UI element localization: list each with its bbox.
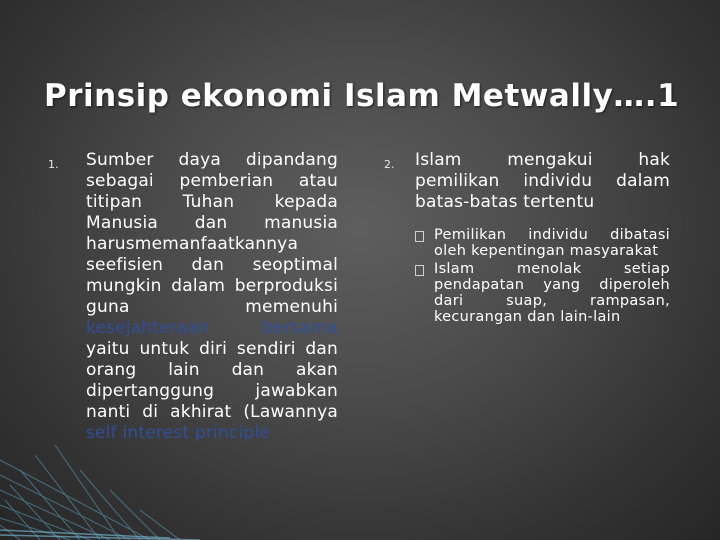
left-text-part-2: yaitu untuk diri sendiri dan orang lain dan akan dipertanggung jawabkan nanti di akhirat (Lawannya — [86, 339, 338, 422]
highlight-self-interest: self interest principle — [86, 423, 270, 443]
sub-list — [415, 227, 670, 325]
list-item — [415, 261, 670, 325]
highlight-kesejahteraan: kesejahteraan bersama — [86, 318, 338, 338]
slide-title: Prinsip ekonomi Islam Metwally….1 — [44, 78, 680, 114]
square-bullet-icon — [415, 265, 424, 276]
decorative-lines — [0, 430, 220, 540]
sub-item-text: Islam menolak setiap pendapatan yang diperoleh dari suap, rampasan, kecurangan dan lain-lain — [434, 261, 670, 325]
left-paragraph — [86, 150, 338, 444]
list-item — [415, 227, 670, 259]
left-text-part-1: Sumber daya dipandang sebagai pemberian atau titipan Tuhan kepada Manusia dan manusia harusmemanfaatkannya seefisien dan seoptimal mungkin dalam berproduksi guna memenuhi — [86, 150, 338, 317]
right-paragraph: Islam mengakui hak pemilikan individu dalam batas-batas tertentu — [415, 150, 670, 212]
right-column — [415, 150, 670, 327]
left-item-number: 1. — [48, 158, 59, 171]
square-bullet-icon — [415, 231, 424, 242]
sub-item-text: Pemilikan individu dibatasi oleh kepentingan masyarakat — [434, 227, 670, 259]
left-column — [86, 150, 338, 444]
right-item-number: 2. — [384, 158, 395, 171]
